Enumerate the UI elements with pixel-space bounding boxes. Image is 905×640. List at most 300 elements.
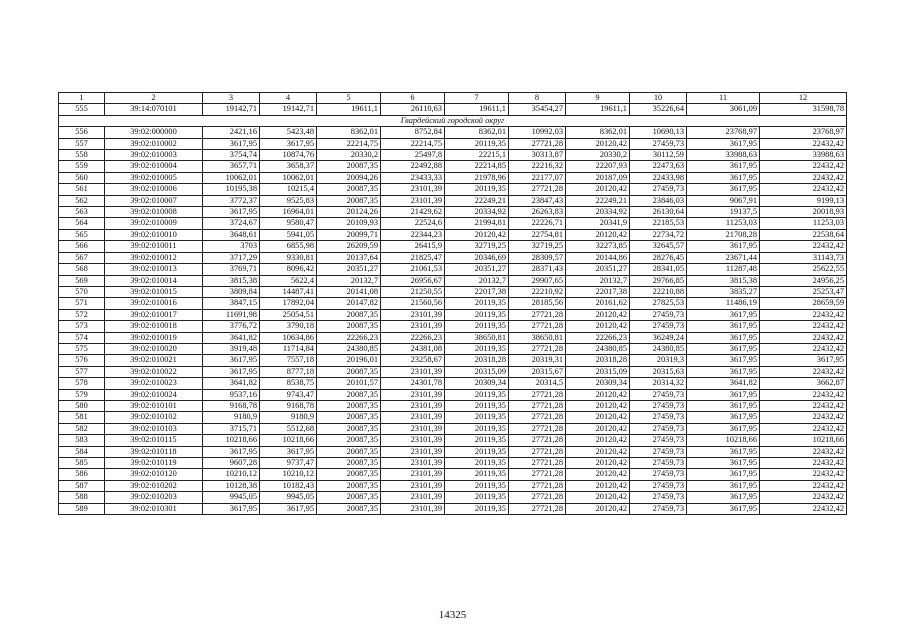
table-cell: 22432,42 [760,458,847,469]
table-cell: 27721,28 [509,480,566,491]
table-cell: 20341,9 [566,218,630,229]
table-row [59,355,847,366]
table-cell: 27459,73 [630,412,687,423]
table-cell: 20119,35 [445,435,509,446]
table-row [59,400,847,411]
table-cell: 3617,95 [687,458,760,469]
table-cell: 27721,28 [509,400,566,411]
table-cell: 27721,28 [509,389,566,400]
table-cell: 557 [59,138,105,149]
table-cell: 33988,63 [687,150,760,161]
table-row [59,104,847,115]
table-cell: 22473,63 [630,161,687,172]
table-cell: 9180,9 [260,412,317,423]
table-cell: 19611,1 [445,104,509,115]
table-cell: 23846,03 [630,195,687,206]
table-cell: 39:02:010013 [105,264,203,275]
table-cell: 569 [59,275,105,286]
table-cell: 32719,25 [445,241,509,252]
table-cell: 9168,78 [203,400,260,411]
table-cell: 32719,25 [509,241,566,252]
table-cell: 20101,57 [317,378,381,389]
table-cell: 39:02:010301 [105,503,203,514]
table-cell: 20087,35 [317,184,381,195]
table-cell: 28371,43 [509,264,566,275]
table-cell: 562 [59,195,105,206]
table-cell: 39:02:010015 [105,286,203,297]
table-cell: 22432,42 [760,241,847,252]
table-cell: 20087,35 [317,389,381,400]
table-cell: 27721,28 [509,503,566,514]
table-cell: 20120,42 [566,229,630,240]
table-cell: 24956,25 [760,275,847,286]
table-cell: 20119,35 [445,298,509,309]
table-cell: 20119,35 [445,184,509,195]
header-cell: 1 [59,93,105,104]
table-cell: 10062,01 [203,172,260,183]
table-cell: 23101,39 [381,184,445,195]
table-cell: 20087,35 [317,503,381,514]
table-row [59,275,847,286]
table-cell: 39:02:010008 [105,207,203,218]
table-cell: 20330,2 [317,150,381,161]
table-cell: 39:02:010007 [105,195,203,206]
table-cell: 589 [59,503,105,514]
table-cell: 20087,35 [317,161,381,172]
table-cell: 39:02:010024 [105,389,203,400]
table-cell: 26415,9 [381,241,445,252]
header-cell: 11 [687,93,760,104]
table-cell: 20087,35 [317,480,381,491]
table-cell: 3617,95 [687,412,760,423]
table-cell: 21560,56 [381,298,445,309]
table-cell: 23433,33 [381,172,445,183]
table-cell: 20120,42 [566,480,630,491]
table-cell: 20087,35 [317,458,381,469]
table-cell: 27459,73 [630,309,687,320]
table-cell: 20087,35 [317,321,381,332]
table-cell: 561 [59,184,105,195]
table-cell: 19611,1 [317,104,381,115]
table-cell: 582 [59,423,105,434]
table-cell: 3617,95 [687,366,760,377]
table-cell: 23258,67 [381,355,445,366]
header-cell: 3 [203,93,260,104]
table-cell: 10690,13 [630,127,687,138]
table-cell: 22538,64 [760,229,847,240]
table-row [59,150,847,161]
table-row [59,218,847,229]
table-cell: 38650,81 [509,332,566,343]
table-cell: 23101,39 [381,446,445,457]
table-cell: 3617,95 [260,138,317,149]
table-cell: 22216,32 [509,161,566,172]
table-cell: 23101,39 [381,503,445,514]
table-cell: 39:02:010120 [105,469,203,480]
table-cell: 574 [59,332,105,343]
table-row [59,389,847,400]
table-cell: 22266,23 [566,332,630,343]
table-row [59,469,847,480]
table-cell: 3617,95 [687,446,760,457]
table-cell: 23101,39 [381,309,445,320]
table-cell: 20318,28 [566,355,630,366]
table-cell: 20315,67 [509,366,566,377]
table-cell: 3815,38 [687,275,760,286]
table-cell: 20087,35 [317,435,381,446]
table-cell: 20120,42 [566,389,630,400]
table-cell: 24381,08 [381,343,445,354]
table-cell: 20120,42 [566,435,630,446]
table-cell: 9525,83 [260,195,317,206]
table-row [59,412,847,423]
table-cell: 20346,69 [445,252,509,263]
table-row [59,138,847,149]
header-cell: 9 [566,93,630,104]
table-cell: 22432,42 [760,172,847,183]
table-cell: 567 [59,252,105,263]
table-row [59,321,847,332]
table-cell: 566 [59,241,105,252]
table-cell: 22177,07 [509,172,566,183]
table-cell: 3641,82 [203,332,260,343]
table-cell: 10210,12 [260,469,317,480]
table-cell: 27721,28 [509,435,566,446]
table-cell: 29907,65 [509,275,566,286]
table-cell: 573 [59,321,105,332]
table-cell: 19142,71 [203,104,260,115]
table-cell: 3754,74 [203,150,260,161]
table-cell: 22432,42 [760,309,847,320]
table-cell: 5941,05 [260,229,317,240]
table-cell: 27721,28 [509,492,566,503]
table-cell: 22432,42 [760,469,847,480]
table-cell: 586 [59,469,105,480]
table-cell: 22432,42 [760,480,847,491]
table-cell: 9330,81 [260,252,317,263]
table-cell: 568 [59,264,105,275]
table-cell: 39:02:010006 [105,184,203,195]
table-cell: 28659,59 [760,298,847,309]
table-cell: 587 [59,480,105,491]
table-cell: 27459,73 [630,446,687,457]
table-cell: 20315,63 [630,366,687,377]
table-cell: 20119,35 [445,343,509,354]
table-cell: 39:02:010021 [105,355,203,366]
table-cell: 3617,95 [203,355,260,366]
table-cell: 39:02:010022 [105,366,203,377]
table-cell: 39:02:010017 [105,309,203,320]
table-cell: 23101,39 [381,389,445,400]
table-cell: 3617,95 [687,389,760,400]
table-cell: 20137,64 [317,252,381,263]
table-cell: 27459,73 [630,184,687,195]
table-cell: 21429,62 [381,207,445,218]
table-cell: 10218,66 [760,435,847,446]
table-cell: 3617,95 [687,469,760,480]
table-cell: 555 [59,104,105,115]
table-cell: 8538,75 [260,378,317,389]
table-cell: 20119,35 [445,469,509,480]
table-cell: 3641,82 [687,378,760,389]
table-cell: 20309,34 [445,378,509,389]
table-row [59,343,847,354]
table-cell: 20196,01 [317,355,381,366]
table-cell: 19142,71 [260,104,317,115]
table-cell: 3703 [203,241,260,252]
table-cell: 3617,95 [260,446,317,457]
table-cell: 39:02:010003 [105,150,203,161]
table-cell: 3724,67 [203,218,260,229]
table-cell: 3617,95 [203,207,260,218]
table-cell: 39:02:010202 [105,480,203,491]
table-cell: 20314,5 [509,378,566,389]
table-cell: 8096,42 [260,264,317,275]
table-cell: 10218,66 [260,435,317,446]
table-cell: 23847,43 [509,195,566,206]
table-cell: 11691,98 [203,309,260,320]
table-cell: 17892,04 [260,298,317,309]
table-cell: 20120,42 [566,458,630,469]
table-cell: 10215,4 [260,184,317,195]
table-cell: 8752,84 [381,127,445,138]
table-cell: 38650,81 [445,332,509,343]
table-cell: 24380,85 [630,343,687,354]
table-cell: 10195,38 [203,184,260,195]
table-cell: 22266,23 [381,332,445,343]
section-title: Гвардейский городской округ [59,115,847,126]
table-cell: 28309,57 [509,252,566,263]
table-row [59,423,847,434]
table-cell: 3790,18 [260,321,317,332]
table-cell: 9199,13 [760,195,847,206]
table-cell: 3919,48 [203,343,260,354]
table-cell: 24301,78 [381,378,445,389]
table-cell: 23101,39 [381,366,445,377]
table-cell: 20351,27 [566,264,630,275]
table-cell: 3847,15 [203,298,260,309]
table-cell: 20119,35 [445,480,509,491]
table-cell: 20132,7 [317,275,381,286]
table-row [59,366,847,377]
table-cell: 27721,28 [509,412,566,423]
table-cell: 33988,63 [760,150,847,161]
table-cell: 26263,83 [509,207,566,218]
table-cell: 20120,42 [566,469,630,480]
table-cell: 22524,6 [381,218,445,229]
table-cell: 20119,35 [445,412,509,423]
table-cell: 27721,28 [509,423,566,434]
table-cell: 9067,91 [687,195,760,206]
table-cell: 23101,39 [381,400,445,411]
table-cell: 28185,56 [509,298,566,309]
table-cell: 22432,42 [760,412,847,423]
table-cell: 27721,28 [509,321,566,332]
table-cell: 3617,95 [203,366,260,377]
header-cell: 7 [445,93,509,104]
table-cell: 577 [59,366,105,377]
table-cell: 20119,35 [445,503,509,514]
table-cell: 27459,73 [630,492,687,503]
table-cell: 27721,28 [509,446,566,457]
table-cell: 22249,21 [566,195,630,206]
table-cell: 39:02:010004 [105,161,203,172]
table-cell: 10634,86 [260,332,317,343]
table-row [59,172,847,183]
table-cell: 22432,42 [760,343,847,354]
table-cell: 26130,64 [630,207,687,218]
table-cell: 21994,81 [445,218,509,229]
table-cell: 28276,45 [630,252,687,263]
table-row [59,241,847,252]
table-cell: 39:02:010203 [105,492,203,503]
table-cell: 571 [59,298,105,309]
table-cell: 5423,48 [260,127,317,138]
table-cell: 20144,86 [566,252,630,263]
table-cell: 23768,97 [687,127,760,138]
table-cell: 20319,3 [630,355,687,366]
table-cell: 20119,35 [445,400,509,411]
table-row [59,286,847,297]
table-cell: 20087,35 [317,309,381,320]
table-cell: 20120,42 [445,229,509,240]
table-cell: 3809,84 [203,286,260,297]
table-row [59,446,847,457]
table-cell: 3715,71 [203,423,260,434]
table-cell: 9580,47 [260,218,317,229]
table-cell: 39:02:000000 [105,127,203,138]
table-cell: 580 [59,400,105,411]
table-cell: 11714,84 [260,343,317,354]
table-cell: 39:02:010012 [105,252,203,263]
table-cell: 578 [59,378,105,389]
table-cell: 32273,85 [566,241,630,252]
table-cell: 27459,73 [630,321,687,332]
table-cell: 31143,73 [760,252,847,263]
table-cell: 22432,42 [760,423,847,434]
table-cell: 20330,2 [566,150,630,161]
table-cell: 20351,27 [317,264,381,275]
page-number: 14325 [438,609,467,621]
table-cell: 27459,73 [630,435,687,446]
table-cell: 23101,39 [381,492,445,503]
table-cell: 39:02:010101 [105,400,203,411]
table-cell: 27459,73 [630,389,687,400]
table-cell: 9607,28 [203,458,260,469]
table-cell: 27721,28 [509,184,566,195]
table-cell: 3815,38 [203,275,260,286]
table-cell: 27459,73 [630,458,687,469]
data-table-container [58,92,846,515]
table-cell: 10182,43 [260,480,317,491]
table-cell: 583 [59,435,105,446]
table-cell: 5512,68 [260,423,317,434]
table-cell: 3617,95 [687,423,760,434]
table-row [59,480,847,491]
table-cell: 26209,59 [317,241,381,252]
table-cell: 3617,95 [687,343,760,354]
table-cell: 29766,85 [630,275,687,286]
table-cell: 39:02:010009 [105,218,203,229]
table-cell: 21825,47 [381,252,445,263]
table-cell: 39:02:010018 [105,321,203,332]
table-cell: 27459,73 [630,400,687,411]
table-cell: 19137,5 [687,207,760,218]
table-cell: 39:02:010002 [105,138,203,149]
table-cell: 22433,98 [630,172,687,183]
header-cell: 8 [509,93,566,104]
table-cell: 39:02:010119 [105,458,203,469]
table-cell: 22344,23 [381,229,445,240]
table-row [59,298,847,309]
table-cell: 20087,35 [317,492,381,503]
table-cell: 22210,92 [509,286,566,297]
table-cell: 20119,35 [445,458,509,469]
table-cell: 39:02:010011 [105,241,203,252]
table-cell: 22266,23 [317,332,381,343]
table-cell: 27459,73 [630,503,687,514]
table-cell: 11486,19 [687,298,760,309]
table-cell: 22185,53 [630,218,687,229]
table-cell: 3835,27 [687,286,760,297]
table-cell: 27459,73 [630,469,687,480]
table-cell: 3617,95 [687,184,760,195]
table-cell: 20319,31 [509,355,566,366]
table-cell: 3617,95 [687,332,760,343]
table-cell: 20119,35 [445,492,509,503]
table-cell: 576 [59,355,105,366]
table-cell: 20187,09 [566,172,630,183]
table-cell: 22432,42 [760,161,847,172]
table-cell: 20087,35 [317,412,381,423]
table-cell: 10218,66 [687,435,760,446]
table-cell: 39:02:010102 [105,412,203,423]
table-cell: 10992,03 [509,127,566,138]
table-cell: 20120,42 [566,309,630,320]
table-cell: 3776,72 [203,321,260,332]
table-cell: 27721,28 [509,138,566,149]
table-cell: 22734,72 [630,229,687,240]
table-cell: 3717,29 [203,252,260,263]
table-cell: 558 [59,150,105,161]
table-cell: 9537,16 [203,389,260,400]
table-cell: 572 [59,309,105,320]
table-cell: 565 [59,229,105,240]
table-cell: 39:14:070101 [105,104,203,115]
table-cell: 20120,42 [566,184,630,195]
table-cell: 3617,95 [687,138,760,149]
table-cell: 23101,39 [381,412,445,423]
table-cell: 3617,95 [203,503,260,514]
table-cell: 20087,35 [317,400,381,411]
table-cell: 32645,57 [630,241,687,252]
table-cell: 25253,47 [760,286,847,297]
table-row [59,309,847,320]
table-cell: 14487,41 [260,286,317,297]
section-title-row [59,115,847,126]
header-cell: 6 [381,93,445,104]
header-cell: 5 [317,93,381,104]
table-cell: 20120,42 [566,400,630,411]
table-cell: 25622,55 [760,264,847,275]
table-cell: 20087,35 [317,366,381,377]
table-cell: 11253,03 [687,218,760,229]
table-cell: 39:02:010005 [105,172,203,183]
table-cell: 22432,42 [760,332,847,343]
table-cell: 3617,95 [687,241,760,252]
table-cell: 10128,38 [203,480,260,491]
table-cell: 20315,09 [566,366,630,377]
